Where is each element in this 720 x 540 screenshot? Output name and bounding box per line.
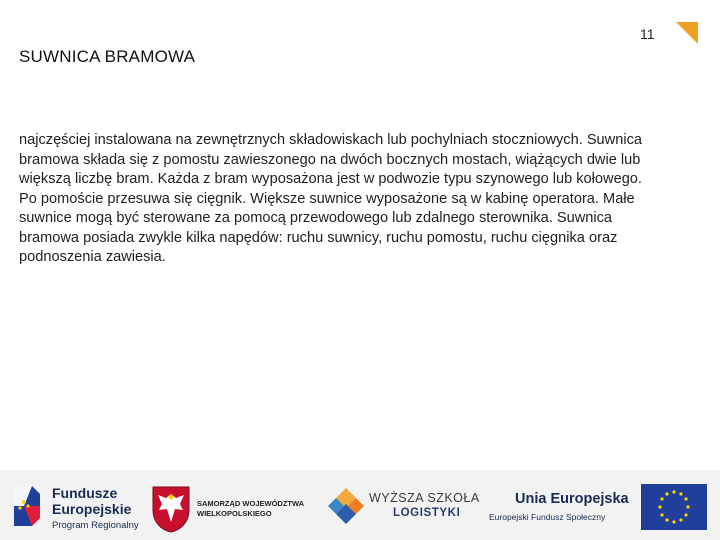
ue-line2: Europejski Fundusz Społeczny <box>489 512 606 522</box>
fundusze-europejskie-logo-icon <box>10 478 50 534</box>
slide-body-text: najczęściej instalowana na zewnętrznych składowiskach lub pochylniach stoczniowych. Suwnica bramowa składa się z pomostu zawieszonego na dwóch bocznych mostach, wiążących dwie lub większą liczbę bram. Każda z bram wyposażona jest w podwozie typu szynowego lub kołowego. Po pomoście przesuwa się cięgnik. Większe suwnice wyposażone są w kabinę operatora. Małe suwnice mogą być sterowane za pomocą przewodowego lub zdalnego sterownika. Suwnica bramowa posiada zwykle kilka napędów: ruchu suwnicy, ruchu pomostu, ruchu cięgnika oraz podnoszenia zawiesia. <box>19 132 642 265</box>
wsl-line2: LOGISTYKI <box>393 507 461 519</box>
samorzad-line2: WIELKOPOLSKIEGO <box>197 509 272 518</box>
unia-europejska-text <box>489 491 629 522</box>
samorzad-line1: SAMORZĄD WOJEWÓDZTWA <box>197 499 305 508</box>
wsl-line1: WYŻSZA SZKOŁA <box>369 491 480 505</box>
page-number: 11 <box>640 26 655 42</box>
fundusze-sub: Program Regionalny <box>52 520 139 531</box>
fundusze-europejskie-text <box>52 485 139 531</box>
wsl-logo-icon <box>326 486 366 526</box>
corner-accent-icon <box>676 22 698 44</box>
fundusze-line1: Fundusze <box>52 485 118 501</box>
eu-flag-icon <box>641 484 707 530</box>
samorzad-text <box>197 499 304 519</box>
fundusze-line2: Europejskie <box>52 501 132 517</box>
ue-line1: Unia Europejska <box>515 491 629 507</box>
wsl-text <box>369 491 480 519</box>
slide-title: SUWNICA BRAMOWA <box>19 47 196 66</box>
wielkopolska-crest-icon <box>150 484 192 534</box>
